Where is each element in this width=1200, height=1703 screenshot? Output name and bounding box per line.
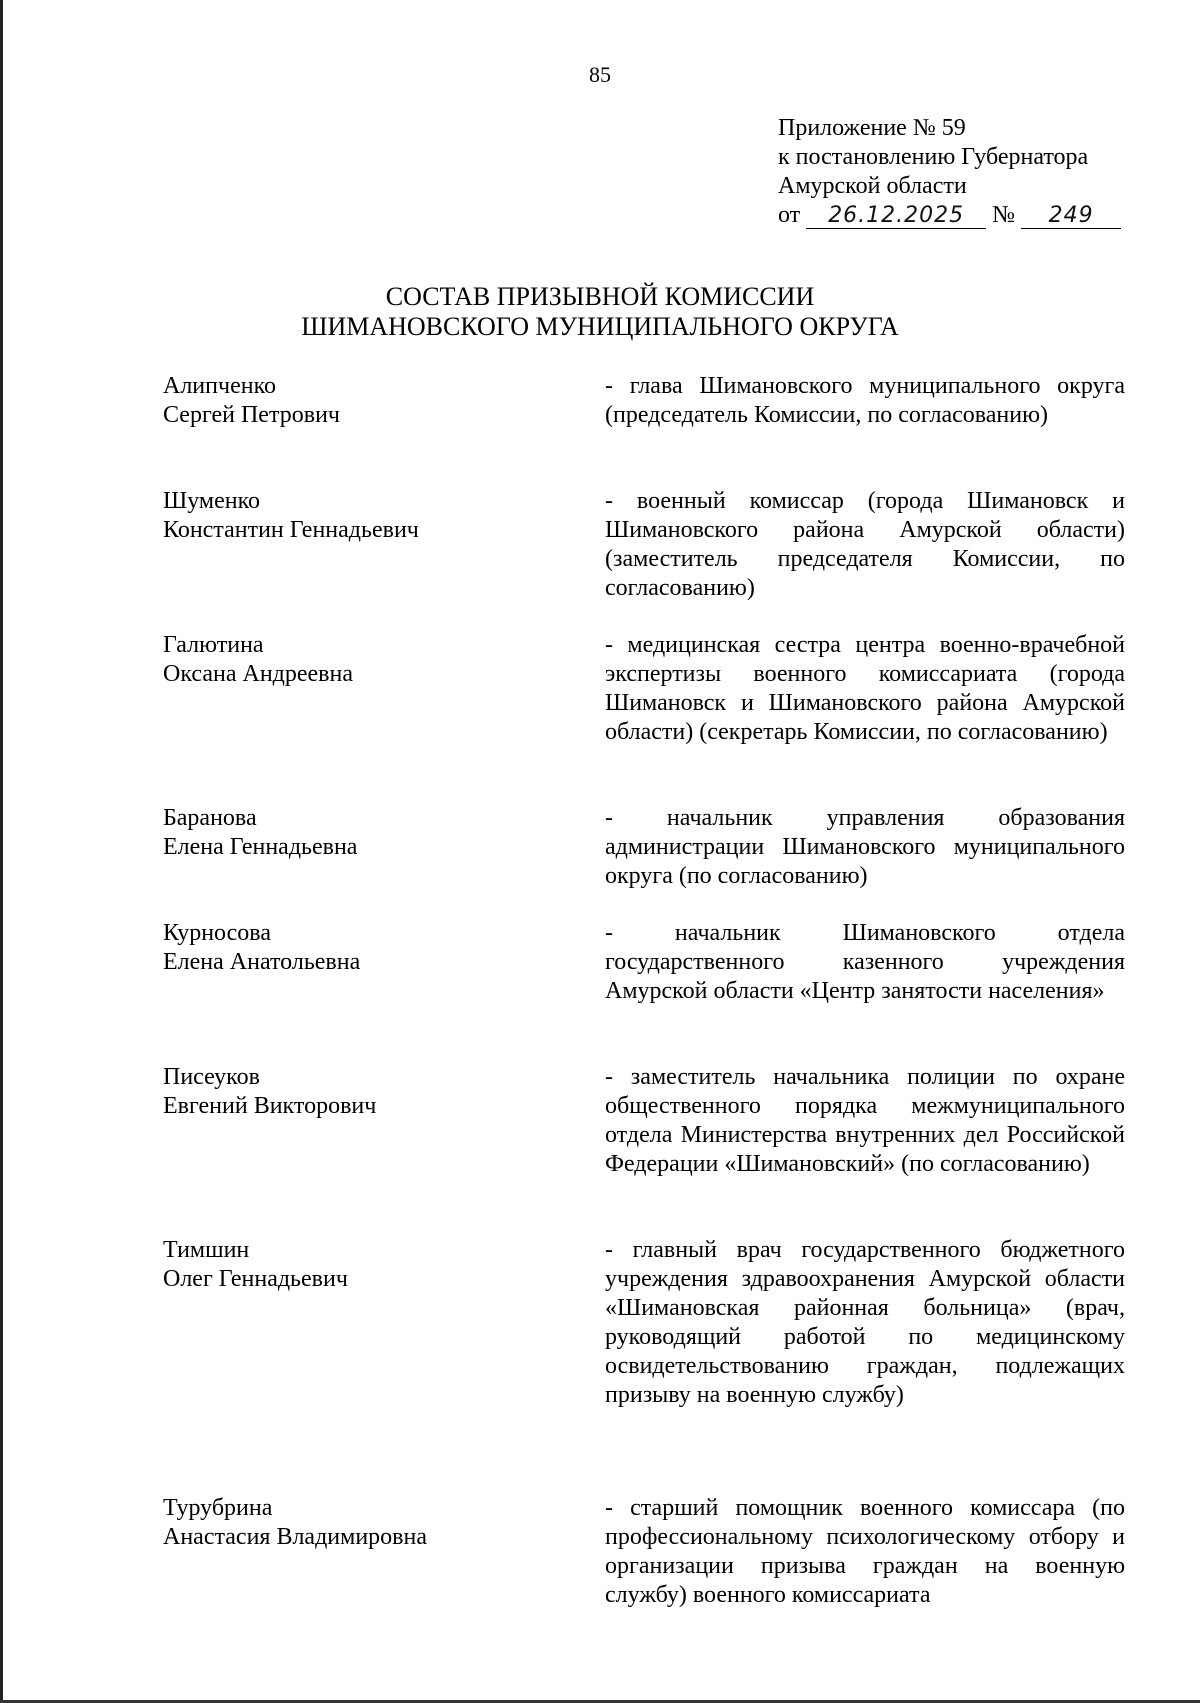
document-title xyxy=(0,282,1200,342)
member-name xyxy=(163,804,583,862)
member-surname: Галютина xyxy=(163,632,264,658)
scan-left-edge xyxy=(0,0,3,1703)
member-surname: Тимшин xyxy=(163,1237,250,1263)
member-role: - глава Шимановского муниципального округа (председатель Комиссии, по согласованию) xyxy=(605,373,1125,428)
member-surname: Алипченко xyxy=(163,373,277,399)
member-surname: Курносова xyxy=(163,920,271,946)
member-surname: Писеуков xyxy=(163,1064,260,1090)
member-surname: Турубрина xyxy=(163,1495,273,1521)
member-role: - заместитель начальника полиции по охране общественного порядка межмуниципального отдела Министерства внутренних дел Российской Федерации «Шимановский» (по согласованию) xyxy=(605,1064,1125,1177)
member-surname: Шуменко xyxy=(163,488,261,514)
member-name xyxy=(163,631,583,689)
member-given-name: Елена Геннадьевна xyxy=(163,834,358,860)
appendix-region: Амурской области xyxy=(778,173,967,199)
member-name xyxy=(163,1494,583,1552)
member-name xyxy=(163,1063,583,1121)
member-role: - военный комиссар (города Шимановск и Шимановского района Амурской области) (заместитель председателя Комиссии, по согласованию) xyxy=(605,488,1125,601)
member-name xyxy=(163,919,583,977)
appendix-title: Приложение № 59 xyxy=(778,115,966,141)
member-given-name: Сергей Петрович xyxy=(163,402,340,428)
member-name xyxy=(163,372,583,430)
member-given-name: Олег Геннадьевич xyxy=(163,1266,348,1292)
member-name xyxy=(163,487,583,545)
member-role: - медицинская сестра центра военно-врачебной экспертизы военного комиссариата (города Шимановск и Шимановского района Амурской области) (секретарь Комиссии, по согласованию) xyxy=(605,632,1125,745)
member-surname: Баранова xyxy=(163,805,257,831)
member-role: - старший помощник военного комиссара (по профессиональному психологическому отбору и организации призыва граждан на военную службу) военного комиссариата xyxy=(605,1495,1125,1608)
page-number: 85 xyxy=(589,62,611,87)
appendix-date-number-line xyxy=(778,201,1121,230)
member-role: - начальник управления образования администрации Шимановского муниципального округа (по согласованию) xyxy=(605,805,1125,889)
member-given-name: Евгений Викторович xyxy=(163,1093,377,1119)
handwritten-number: 249 xyxy=(1021,204,1121,229)
handwritten-date: 26.12.2025 xyxy=(806,204,986,229)
member-given-name: Константин Геннадьевич xyxy=(163,517,419,543)
member-given-name: Анастасия Владимировна xyxy=(163,1524,427,1550)
title-line-2: ШИМАНОВСКОГО МУНИЦИПАЛЬНОГО ОКРУГА xyxy=(301,312,899,341)
appendix-decree-ref: к постановлению Губернатора xyxy=(778,144,1089,170)
member-role: - начальник Шимановского отдела государственного казенного учреждения Амурской области «Центр занятости населения» xyxy=(605,920,1125,1004)
member-given-name: Оксана Андреевна xyxy=(163,661,354,687)
date-prefix: от xyxy=(778,202,801,228)
member-given-name: Елена Анатольевна xyxy=(163,949,361,975)
appendix-block xyxy=(778,114,1121,230)
number-prefix: № xyxy=(992,202,1016,228)
member-name xyxy=(163,1236,583,1294)
title-line-1: СОСТАВ ПРИЗЫВНОЙ КОМИССИИ xyxy=(385,282,815,311)
member-role: - главный врач государственного бюджетного учреждения здравоохранения Амурской области «Шимановская районная больница» (врач, руководящий работой по медицинскому освидетельствованию граждан, подлежащих призыву на военную службу) xyxy=(605,1237,1125,1408)
